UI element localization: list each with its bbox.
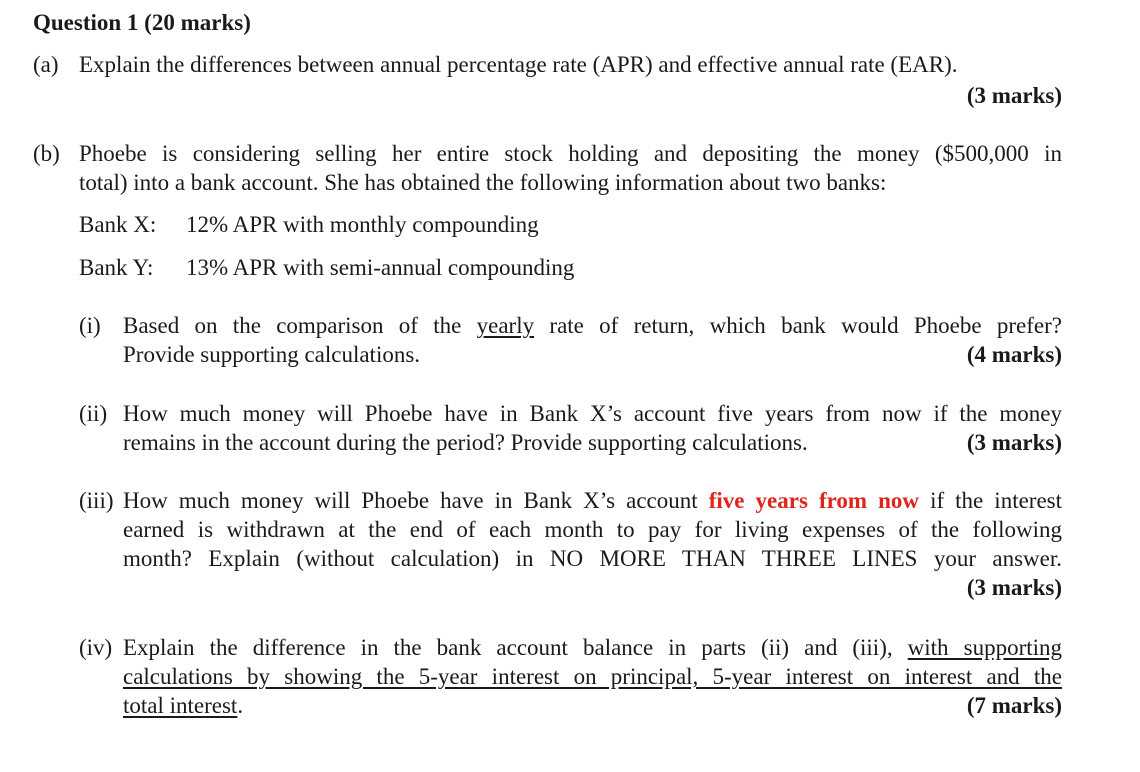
bank-y-name: Bank Y:	[79, 255, 154, 280]
bank-x-rate: 12% APR with monthly compounding	[186, 212, 539, 237]
sub-i-text-pre: Based on the comparison of the	[123, 313, 477, 338]
sub-i-line1	[123, 311, 1062, 340]
sub-ii-label: (ii)	[79, 401, 108, 426]
sub-iii-highlight: five years from now	[708, 488, 920, 513]
sub-i-block	[123, 311, 1062, 369]
question-title: Question 1 (20 marks)	[33, 10, 251, 35]
sub-iii-marks: (3 marks)	[966, 575, 1062, 600]
sub-iv-line3-underlined: total interest	[123, 693, 238, 718]
part-a-label: (a)	[33, 52, 59, 77]
sub-ii-marks: (3 marks)	[966, 430, 1062, 455]
bank-y-rate: 13% APR with semi-annual compounding	[186, 255, 575, 280]
sub-iii-line1-post: if the interest	[919, 488, 1063, 513]
sub-iii-line2: earned is withdrawn at the end of each month to pay for living expenses of the following	[123, 517, 1062, 542]
sub-ii-block	[123, 399, 1062, 457]
sub-iv-line1-underlined: with supporting	[907, 635, 1063, 660]
sub-iii-label: (iii)	[79, 488, 114, 513]
sub-ii-line1: How much money will Phoebe have in Bank X’s account five years from now if the money	[123, 401, 1062, 426]
part-a-block	[79, 50, 1062, 110]
sub-iv-line3-post: .	[237, 693, 244, 718]
part-a-text: Explain the differences between annual percentage rate (APR) and effective annual rate (EAR).	[79, 52, 958, 77]
sub-iv-line1	[123, 633, 1062, 662]
part-b-intro	[79, 139, 1062, 197]
sub-iv-marks: (7 marks)	[966, 693, 1062, 718]
sub-iv-line2: calculations by showing the 5-year interest on principal, 5-year interest on interest and the	[123, 664, 1062, 689]
sub-iii-block	[123, 486, 1062, 602]
sub-iv-label: (iv)	[79, 635, 113, 660]
sub-i-label: (i)	[79, 313, 101, 338]
sub-iii-line1-pre: How much money will Phoebe have in Bank X’s account	[123, 488, 709, 513]
bank-x-name: Bank X:	[79, 212, 157, 237]
sub-i-line2: Provide supporting calculations.	[123, 342, 421, 367]
sub-iv-line3	[123, 691, 1062, 720]
part-a-marks: (3 marks)	[966, 83, 1062, 108]
part-b-label: (b)	[33, 141, 60, 166]
part-b-intro-line2: total) into a bank account. She has obtained the following information about two banks:	[79, 170, 887, 195]
sub-iii-line3: month? Explain (without calculation) in NO MORE THAN THREE LINES your answer.	[123, 546, 1062, 571]
part-b-intro-line1: Phoebe is considering selling her entire stock holding and depositing the money ($500,000 in	[79, 141, 1062, 166]
sub-i-text-post: rate of return, which bank would Phoebe prefer?	[534, 313, 1062, 338]
sub-i-yearly: yearly	[476, 313, 535, 338]
sub-iii-line1	[123, 486, 1062, 515]
sub-iv-line1-pre: Explain the difference in the bank account balance in parts (ii) and (iii),	[123, 635, 908, 660]
sub-i-marks: (4 marks)	[966, 342, 1062, 367]
sub-iv-block	[123, 633, 1062, 720]
sub-ii-line2: remains in the account during the period? Provide supporting calculations.	[123, 430, 808, 455]
